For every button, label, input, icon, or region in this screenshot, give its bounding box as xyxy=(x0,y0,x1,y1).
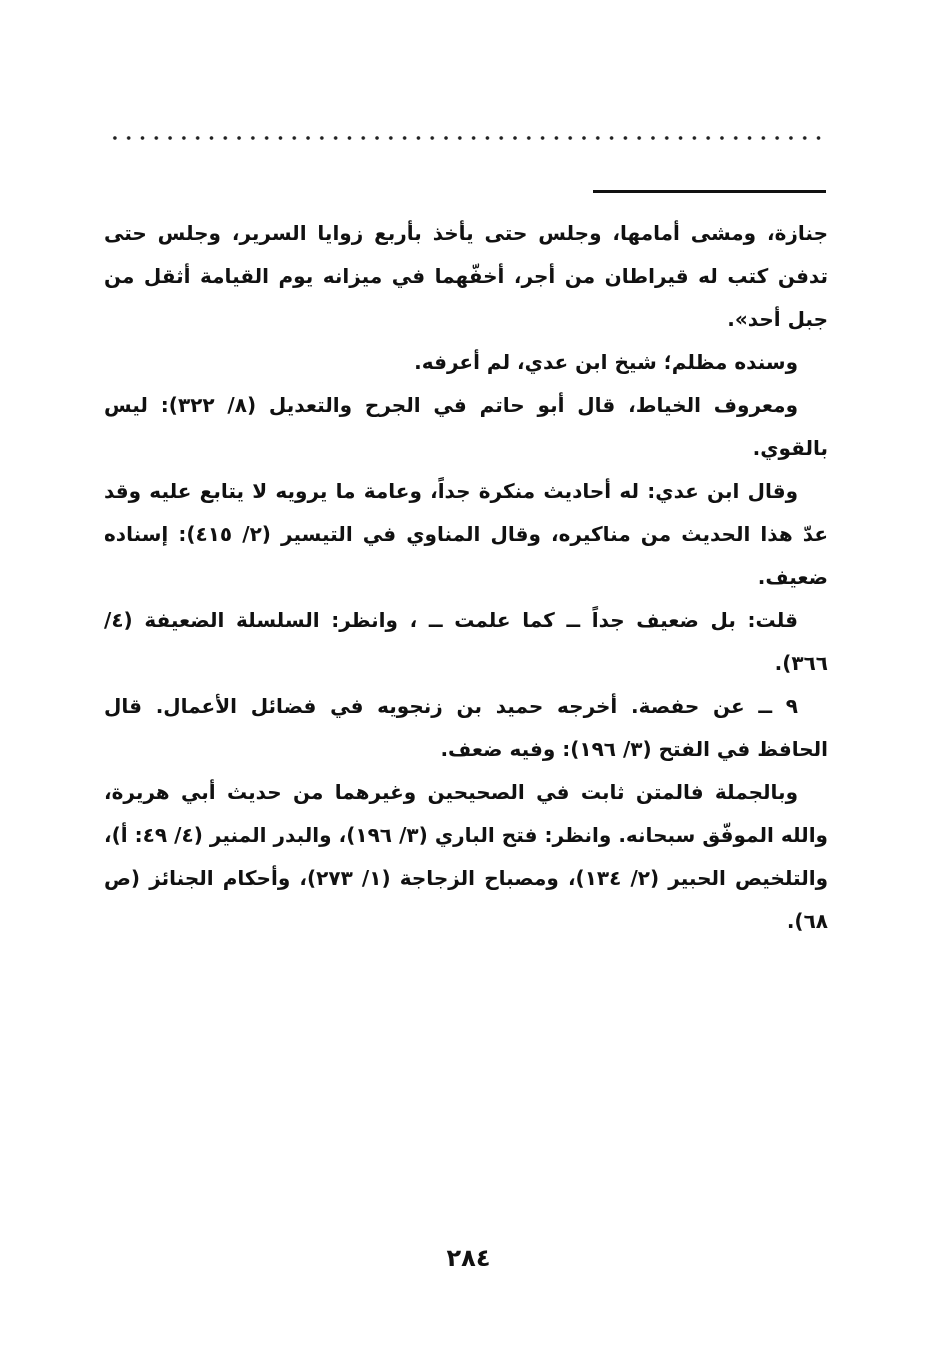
page-number: ٢٨٤ xyxy=(446,1244,491,1272)
footnote-rule xyxy=(593,190,826,193)
dotted-separator xyxy=(108,132,828,144)
footnote-paragraph-3: ومعروف الخياط، قال أبو حاتم في الجرح والتعديل (٨/ ٣٢٢): ليس بالقوي. xyxy=(104,393,828,460)
footnotes-block xyxy=(104,212,828,943)
footnote-paragraph-6: ٩ ــ عن حفصة. أخرجه حميد بن زنجويه في فضائل الأعمال. قال الحافظ في الفتح (٣/ ١٩٦): وفيه ضعف. xyxy=(104,694,828,761)
footnote-paragraph-5: قلت: بل ضعيف جداً ــ كما علمت ــ ، وانظر: السلسلة الضعيفة (٤/ ٣٦٦). xyxy=(104,608,828,675)
footnote-paragraph-4: وقال ابن عدي: له أحاديث منكرة جداً، وعامة ما يرويه لا يتابع عليه وقد عدّ هذا الحديث من مناكيره، وقال المناوي في التيسير (٢/ ٤١٥): إسناده ضعيف. xyxy=(104,479,829,589)
footnote-paragraph-2: وسنده مظلم؛ شيخ ابن عدي، لم أعرفه. xyxy=(414,350,798,374)
footnote-paragraph-1: جنازة، ومشى أمامها، وجلس حتى يأخذ بأربع زوايا السرير، وجلس حتى تدفن كتب له قيراطان من أجر، أخفّهما في ميزانه يوم القيامة أثقل من جبل أحد». xyxy=(104,221,828,331)
footnote-paragraph-7: وبالجملة فالمتن ثابت في الصحيحين وغيرهما من حديث أبي هريرة، والله الموفّق سبحانه. وانظر: فتح الباري (٣/ ١٩٦)، والبدر المنير (٤/ ٤٩: أ)، والتلخيص الحبير (٢/ ١٣٤)، ومصباح الزجاجة (١/ ٢٧٣)، وأحكام الجنائز (ص ٦٨). xyxy=(104,780,829,933)
